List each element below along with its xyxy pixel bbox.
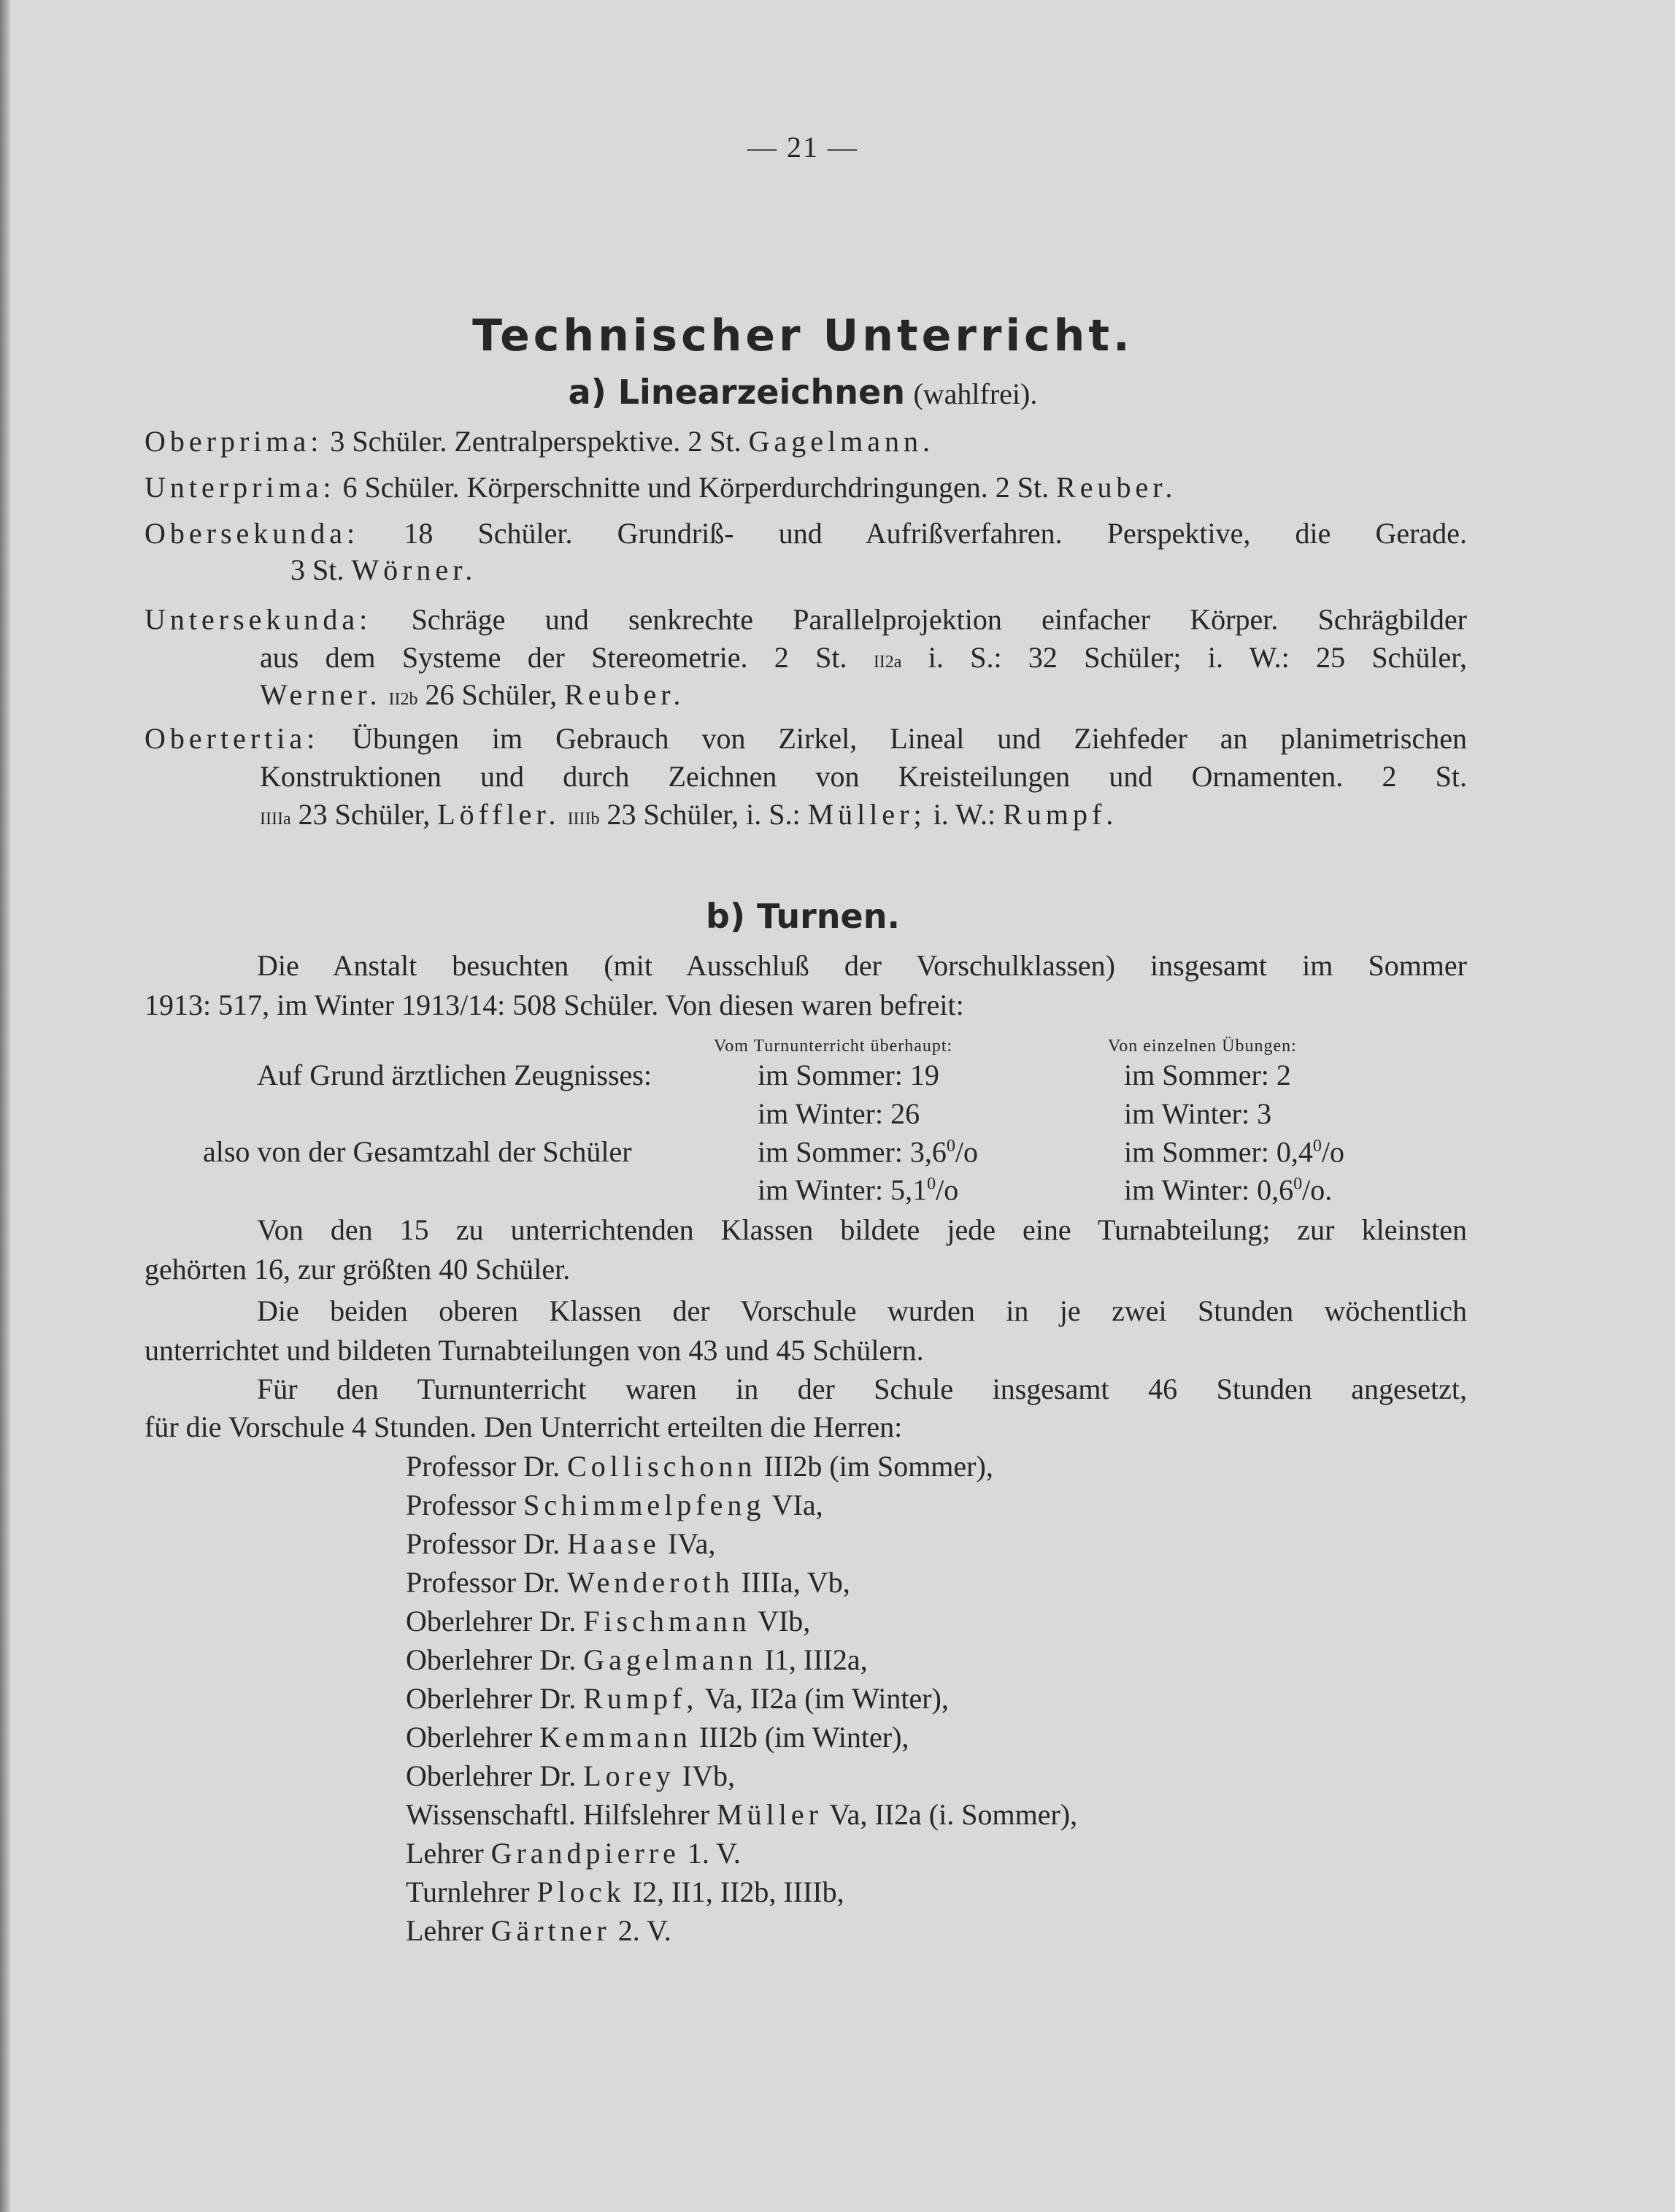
teacher-suffix: 1. V. (687, 1837, 741, 1870)
obertertia-line-3 (260, 800, 1117, 829)
para1-line-1: Die Anstalt besuchten (mit Ausschluß der Vorschulklassen) insgesamt im Sommer (257, 949, 1467, 982)
teacher-entry (406, 1452, 993, 1481)
teacher-suffix: IIIIa, Vb, (741, 1566, 850, 1599)
unterprima-teacher: Reuber. (1056, 471, 1177, 504)
para1-line-2: 1913: 517, im Winter 1913/14: 508 Schüler. Von diesen waren befreit: (145, 988, 964, 1021)
table-row1-col2: im Sommer: 2 (1124, 1059, 1291, 1091)
para2-line-2: gehörten 16, zur größten 40 Schüler. (145, 1253, 571, 1286)
table-row1-col1: im Sommer: 19 (758, 1059, 939, 1091)
section-b-heading (0, 896, 1606, 936)
untersekunda-teacher-2: Reuber. (564, 678, 685, 711)
teacher-entry (406, 1645, 868, 1675)
teacher-name: Schimmelpfeng (523, 1489, 766, 1521)
section-b-title: b) Turnen. (706, 896, 900, 936)
percent-tail: /o (1321, 1135, 1345, 1169)
obertertia-text-1: Übungen im Gebrauch von Zirkel, Lineal und Ziehfeder an planimetrischen (352, 722, 1467, 755)
percent-sup: 0 (1312, 1137, 1322, 1156)
obertertia-teacher-2: Müller; (807, 798, 926, 831)
teacher-entry (406, 1491, 823, 1520)
unterprima-text: 6 Schüler. Körperschnitte und Körperdurchdringungen. 2 St. (342, 471, 1050, 504)
teacher-prefix: Professor Dr. (406, 1566, 561, 1599)
teacher-entry (406, 1800, 1077, 1829)
teacher-suffix: III2b (im Winter), (698, 1721, 909, 1754)
oberprima-teacher: Gagelmann. (748, 425, 934, 458)
teacher-entry (406, 1759, 735, 1792)
teacher-entry (406, 1607, 810, 1636)
para3-line-2: unterrichtet und bildeten Turnabteilungen von 43 und 45 Schülern. (145, 1334, 924, 1367)
teacher-suffix: III2b (im Sommer), (763, 1450, 993, 1483)
teacher-prefix: Lehrer (406, 1914, 484, 1947)
teacher-prefix: Oberlehrer Dr. (406, 1759, 577, 1792)
untersekunda-class-iia: II2a (873, 653, 902, 672)
teacher-name: Gärtner (490, 1914, 611, 1947)
section-a-heading (0, 372, 1606, 412)
teacher-name: Gagelmann (583, 1643, 758, 1676)
teacher-suffix: I2, II1, II2b, IIIIb, (632, 1875, 844, 1908)
table-row4-col2-value: im Winter: 0,6 (1124, 1173, 1294, 1207)
unterprima-label: Unterprima: (145, 471, 336, 504)
table-row1-label: Auf Grund ärztlichen Zeugnisses: (257, 1059, 652, 1091)
page-number: — 21 — (747, 131, 858, 164)
oberprima-line (145, 427, 934, 456)
teacher-prefix: Oberlehrer Dr. (406, 1643, 577, 1676)
teacher-prefix: Oberlehrer (406, 1721, 533, 1754)
percent-tail: /o (936, 1173, 959, 1207)
teacher-prefix: Oberlehrer Dr. (406, 1682, 577, 1715)
untersekunda-text-3: 26 Schüler, (425, 678, 558, 711)
obertertia-text-3b: 23 Schüler, i. S.: (607, 798, 801, 831)
obertertia-label: Obertertia: (145, 722, 320, 755)
obersekunda-hours: 3 St. (290, 553, 344, 586)
teacher-prefix: Wissenschaftl. Hilfslehrer (406, 1798, 710, 1831)
table-row2-col1: im Winter: 26 (758, 1097, 920, 1130)
teacher-suffix: IVb, (682, 1759, 735, 1792)
teacher-name: Müller (717, 1798, 823, 1831)
teacher-suffix: Va, II2a (i. Sommer), (829, 1798, 1078, 1831)
unterprima-line (145, 473, 1177, 502)
teacher-suffix: 2. V. (617, 1914, 671, 1947)
teacher-entry (406, 1684, 949, 1713)
untersekunda-line-3 (260, 680, 685, 710)
teacher-name: Plock (536, 1875, 625, 1908)
obersekunda-text: 18 Schüler. Grundriß- und Aufrißverfahren. Perspektive, die Gerade. (404, 517, 1468, 550)
teacher-entry (406, 1839, 741, 1868)
teacher-name: Fischmann (583, 1605, 751, 1637)
teacher-suffix: VIa, (771, 1489, 823, 1521)
teacher-suffix: VIb, (758, 1605, 811, 1637)
untersekunda-teacher-1: Werner. (260, 678, 382, 711)
teacher-entry (406, 1723, 909, 1752)
teacher-name: Grandpierre (490, 1837, 680, 1870)
table-row4-col1 (758, 1175, 958, 1205)
untersekunda-line-2 (260, 643, 1467, 672)
para4-line-1: Für den Turnunterricht waren in der Schule insgesamt 46 Stunden angesetzt, (257, 1372, 1467, 1405)
teacher-name: Collischonn (567, 1450, 757, 1483)
obertertia-text-3a: 23 Schüler, (298, 798, 431, 831)
table-row3-col2-value: im Sommer: 0,4 (1124, 1135, 1313, 1169)
teacher-name: Rumpf, (583, 1682, 698, 1715)
table-row3-col2 (1124, 1137, 1344, 1167)
obertertia-line-1 (145, 724, 1467, 753)
teacher-suffix: Va, II2a (im Winter), (704, 1682, 949, 1715)
obersekunda-line-2 (290, 553, 477, 586)
section-a-note: (wahlfrei). (913, 377, 1038, 410)
teacher-entry (406, 1916, 671, 1946)
teacher-entry (406, 1568, 850, 1597)
teacher-name: Wenderoth (567, 1566, 734, 1599)
obertertia-line-2 (260, 762, 1467, 791)
percent-sup: 0 (927, 1175, 936, 1194)
percent-sup: 0 (1293, 1175, 1303, 1194)
teacher-prefix: Professor Dr. (406, 1527, 561, 1560)
obertertia-class-1: IIIIa (260, 810, 291, 829)
obertertia-text-2: Konstruktionen und durch Zeichnen von Kreisteilungen und Ornamenten. 2 St. (260, 760, 1467, 793)
table-row4-col1-value: im Winter: 5,1 (758, 1173, 928, 1207)
untersekunda-class-iib: II2b (388, 690, 418, 709)
teacher-prefix: Oberlehrer Dr. (406, 1605, 577, 1637)
percent-tail: /o (955, 1135, 979, 1169)
para4-line-2: für die Vorschule 4 Stunden. Den Unterricht erteilten die Herren: (145, 1410, 903, 1443)
teacher-suffix: IVa, (667, 1527, 716, 1560)
obertertia-teacher-1: Löffler. (437, 798, 561, 831)
untersekunda-label: Untersekunda: (145, 603, 372, 636)
oberprima-text: 3 Schüler. Zentralperspektive. 2 St. (330, 425, 742, 458)
teacher-name: Lorey (583, 1759, 675, 1792)
teacher-prefix: Turnlehrer (406, 1875, 530, 1908)
page-title: Technischer Unterricht. (472, 310, 1133, 361)
percent-tail: /o. (1302, 1173, 1333, 1207)
table-row2-col2: im Winter: 3 (1124, 1097, 1272, 1130)
obertertia-class-2: IIIIb (567, 810, 600, 829)
table-header-col2: Von einzelnen Übungen: (1108, 1037, 1297, 1056)
untersekunda-text-2a: aus dem Systeme der Stereometrie. 2 St. (260, 641, 847, 674)
teacher-suffix: I1, III2a, (764, 1643, 868, 1676)
oberprima-label: Oberprima: (145, 425, 323, 458)
percent-sup: 0 (946, 1137, 955, 1156)
para2-line-1: Von den 15 zu unterrichtenden Klassen bildete jede eine Turnabteilung; zur kleinsten (257, 1213, 1467, 1246)
untersekunda-text-1: Schräge und senkrechte Parallelprojektion einfacher Körper. Schrägbilder (411, 603, 1467, 636)
untersekunda-line-1 (145, 605, 1467, 634)
teacher-name: Haase (567, 1527, 661, 1560)
table-row4-col2 (1124, 1175, 1332, 1205)
obersekunda-line-1 (145, 519, 1467, 548)
teacher-prefix: Professor (406, 1489, 517, 1521)
teacher-entry (406, 1875, 844, 1908)
teacher-prefix: Lehrer (406, 1837, 484, 1870)
table-row3-col1 (758, 1137, 978, 1167)
table-row3-label: also von der Gesamtzahl der Schüler (203, 1135, 632, 1168)
para3-line-1: Die beiden oberen Klassen der Vorschule wurden in je zwei Stunden wöchentlich (257, 1294, 1467, 1327)
obertertia-teacher-3: Rumpf. (1003, 798, 1118, 831)
section-a-title: a) Linearzeichnen (568, 372, 905, 412)
untersekunda-text-2b: i. S.: 32 Schüler; i. W.: 25 Schüler, (928, 641, 1468, 674)
table-row3-col1-value: im Sommer: 3,6 (758, 1135, 947, 1169)
teacher-prefix: Professor Dr. (406, 1450, 561, 1483)
teacher-name: Kemmann (539, 1721, 692, 1754)
obertertia-text-3c: i. W.: (933, 798, 996, 831)
table-header-col1: Vom Turnunterricht überhaupt: (714, 1037, 953, 1056)
teacher-entry (406, 1529, 715, 1559)
obersekunda-label: Obersekunda: (145, 517, 360, 550)
obersekunda-teacher: Wörner. (351, 553, 477, 586)
